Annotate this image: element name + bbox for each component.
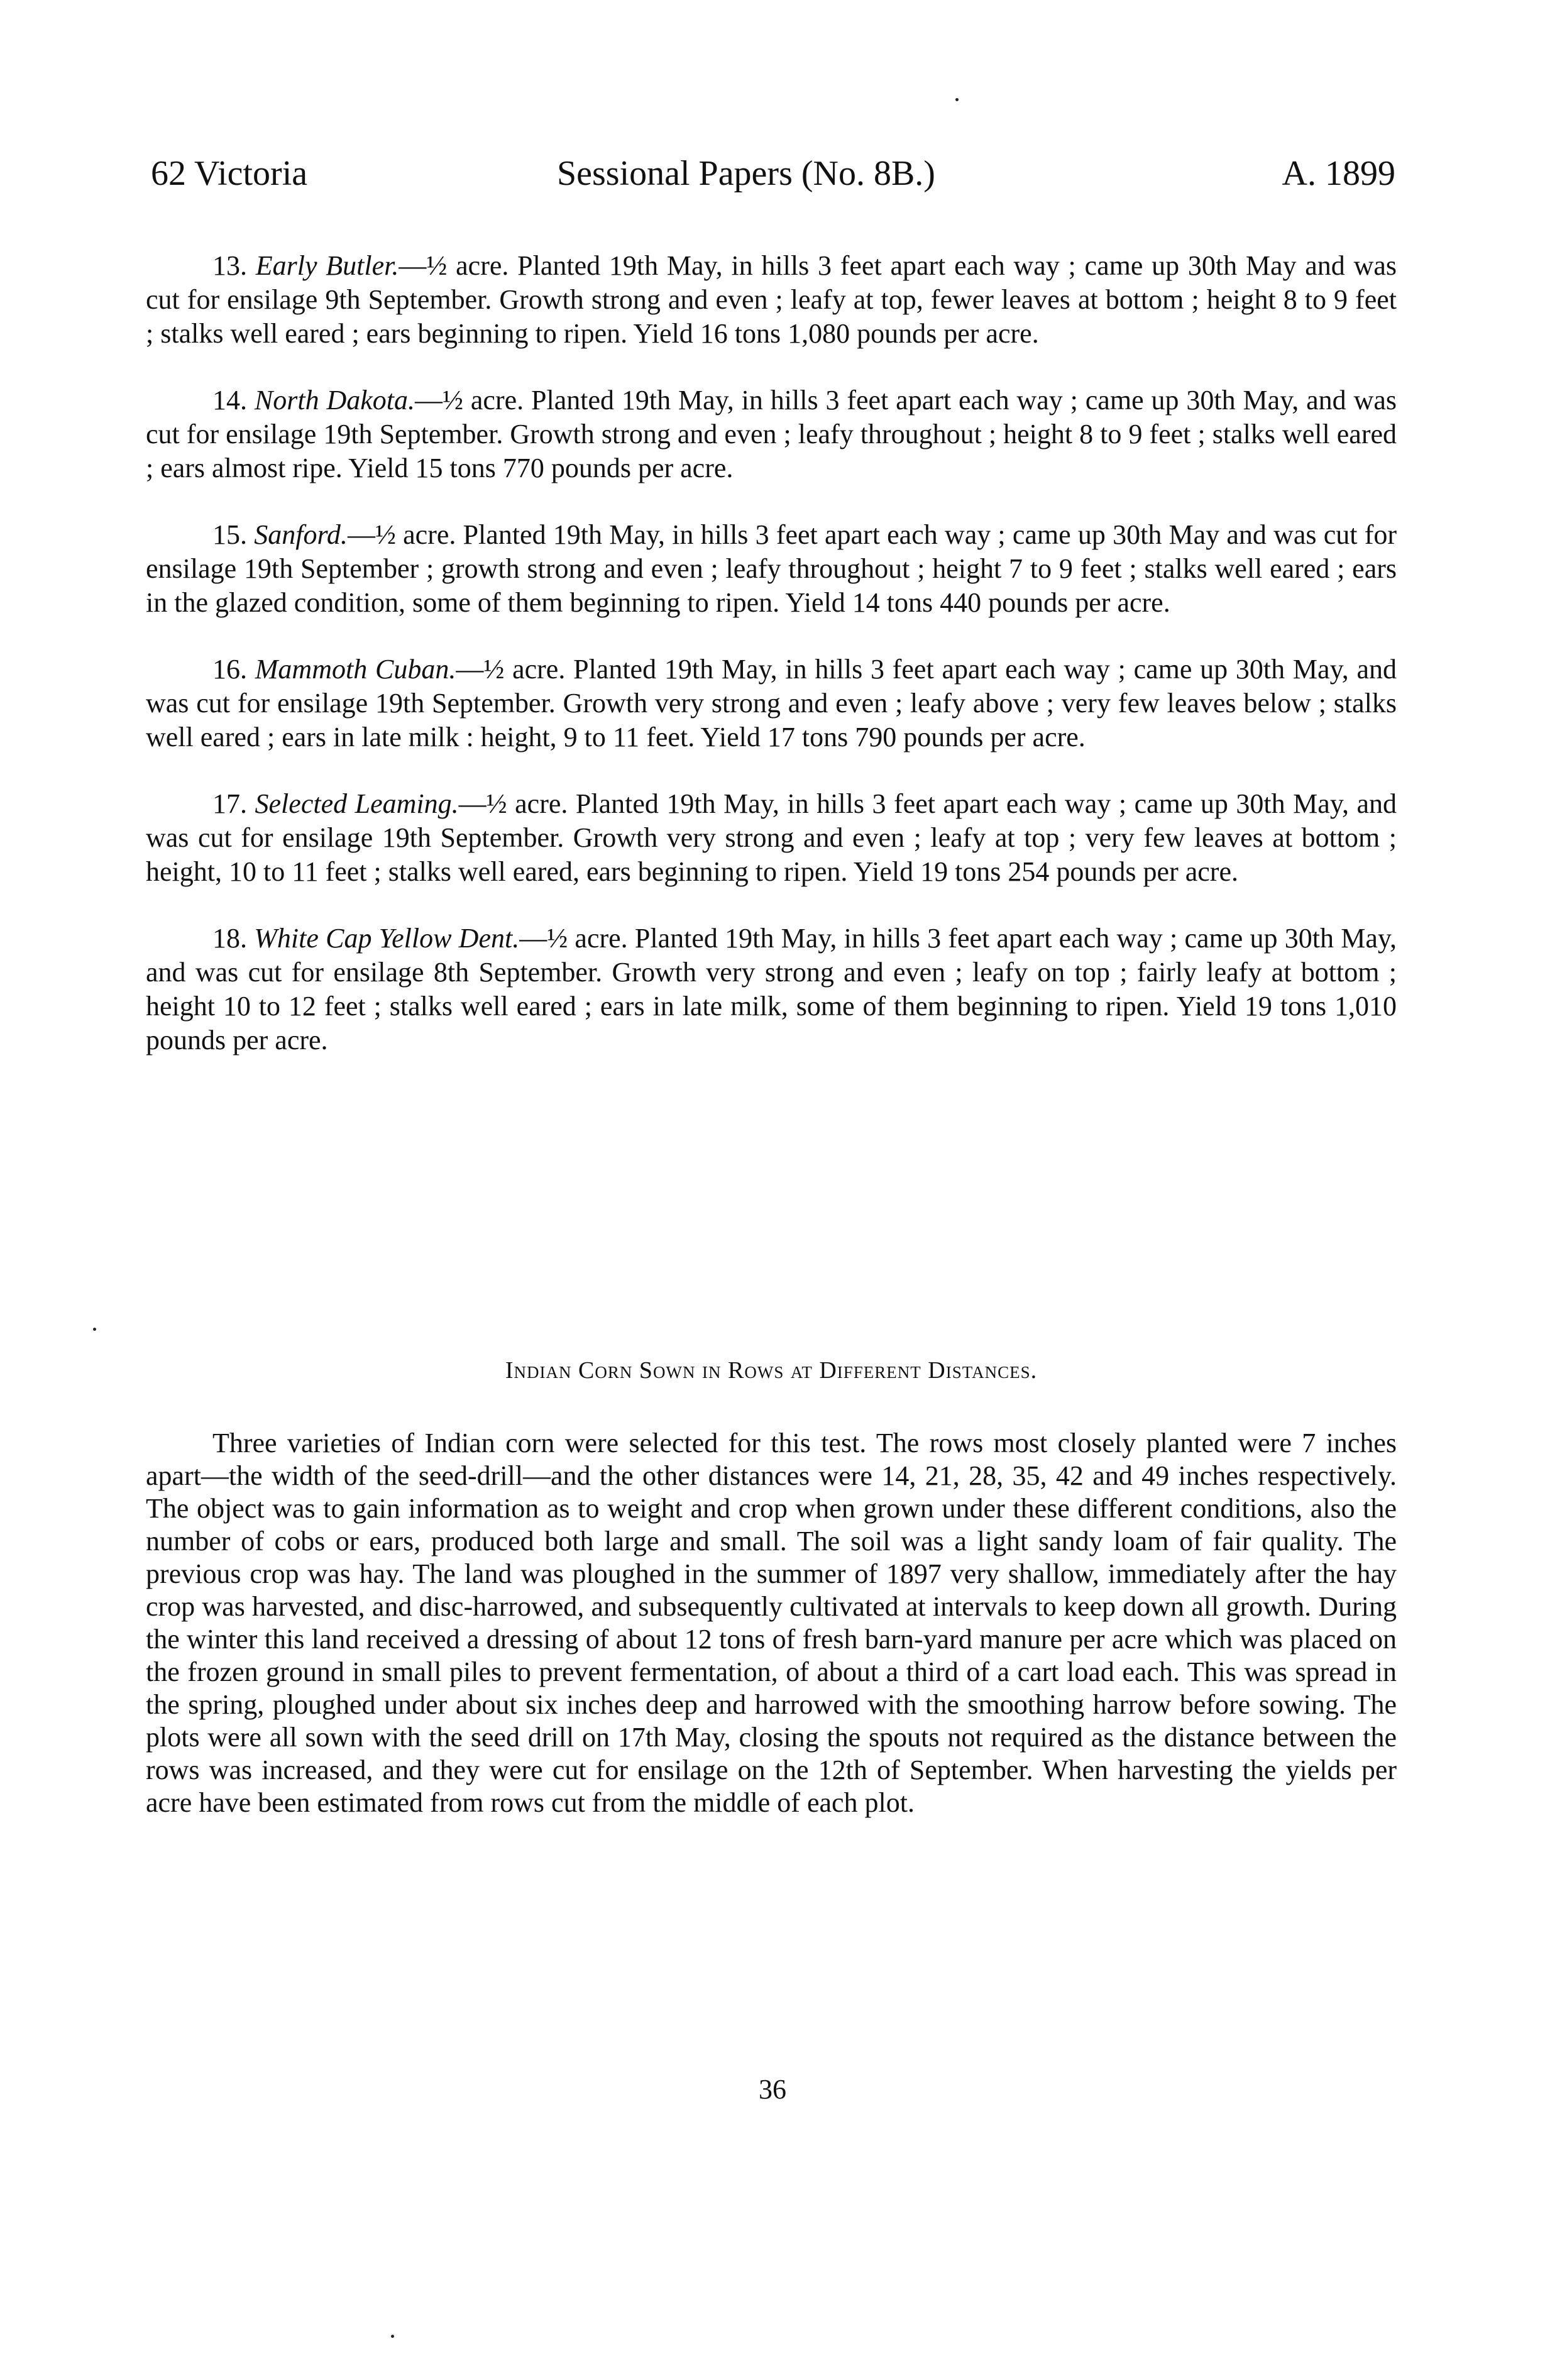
entry-number: 18.	[212, 923, 247, 954]
print-speck	[391, 2335, 394, 2338]
entry-text: —½ acre. Planted 19th May, in hills 3 feet apart each way ; came up 30th May and was cut for ensilage 9th September. Growth strong and even ; leafy at top, fewer leaves at bottom ; height 8 to 9 feet ; stalks well eared ; ears beginning to ripen. Yield 16 tons 1,080 pounds per acre.	[146, 250, 1397, 349]
header-right: A. 1899	[1282, 154, 1395, 193]
entry-number: 13.	[212, 250, 247, 281]
variety-name: Mammoth Cuban.	[255, 654, 456, 685]
variety-name: White Cap Yellow Dent.	[254, 923, 520, 954]
entry-text: —½ acre. Planted 19th May, in hills 3 feet apart each way ; came up 30th May, and was cut for ensilage 8th September. Growth very strong and even ; leafy on top ; fairly leafy at bottom ; height 10 to 12 feet ; stalks well eared ; ears in late milk, some of them beginning to ripen. Yield 19 tons 1,010 pounds per acre.	[146, 923, 1397, 1055]
entry-text: —½ acre. Planted 19th May, in hills 3 feet apart each way ; came up 30th May, and was cut for ensilage 19th September. Growth very strong and even ; leafy above ; very few leaves below ; stalks well eared ; ears in late milk : height, 9 to 11 feet. Yield 17 tons 790 pounds per acre.	[146, 654, 1397, 752]
print-speck	[955, 98, 959, 101]
entry-15	[146, 518, 1397, 620]
variety-name: Selected Leaming.	[255, 788, 459, 819]
entry-number: 14.	[212, 385, 247, 416]
section-paragraph: Three varieties of Indian corn were selected for this test. The rows most closely planted were 7 inches apart—the width of the seed-drill—and the other distances were 14, 21, 28, 35, 42 and 49 inches respectively. The object was to gain information as to weight and crop when grown under these different conditions, also the number of cobs or ears, produced both large and small. The soil was a light sandy loam of fair quality. The previous crop was hay. The land was ploughed in the summer of 1897 very shallow, immediately after the hay crop was harvested, and disc-harrowed, and subsequently cultivated at intervals to keep down all growth. During the winter this land received a dressing of about 12 tons of fresh barn-yard manure per acre which was placed on the frozen ground in small piles to prevent fermentation, of about a third of a cart load each. This was spread in the spring, ploughed under about six inches deep and harrowed with the smoothing harrow before sowing. The plots were all sown with the seed drill on 17th May, closing the spouts not required as the distance between the rows was increased, and they were cut for ensilage on the 12th of September. When harvesting the yields per acre have been estimated from rows cut from the middle of each plot.	[146, 1428, 1397, 1818]
variety-name: Early Butler.	[255, 250, 399, 281]
entry-17	[146, 787, 1397, 889]
entry-13	[146, 249, 1397, 351]
page-number: 36	[759, 2074, 786, 2105]
entry-16	[146, 653, 1397, 754]
variety-name: North Dakota.	[254, 385, 415, 416]
header-left: 62 Victoria	[151, 154, 308, 193]
entry-number: 17.	[212, 788, 247, 819]
entry-number: 16.	[212, 654, 247, 685]
print-speck	[93, 1328, 96, 1331]
entry-18	[146, 922, 1397, 1057]
entry-14	[146, 383, 1397, 485]
header-center: Sessional Papers (No. 8B.)	[557, 154, 935, 193]
running-header	[151, 148, 1395, 199]
variety-entries	[146, 249, 1397, 1090]
entry-text: —½ acre. Planted 19th May, in hills 3 feet apart each way ; came up 30th May, and was cut for ensilage 19th September. Growth strong and even ; leafy throughout ; height 8 to 9 feet ; stalks well eared ; ears almost ripe. Yield 15 tons 770 pounds per acre.	[146, 385, 1397, 483]
section-heading: Indian Corn Sown in Rows at Different Distances.	[505, 1357, 1038, 1384]
entry-text: —½ acre. Planted 19th May, in hills 3 feet apart each way ; came up 30th May and was cut for ensilage 19th September ; growth strong and even ; leafy throughout ; height 7 to 9 feet ; stalks well eared ; ears in the glazed condition, some of them beginning to ripen. Yield 14 tons 440 pounds per acre.	[146, 519, 1397, 618]
entry-text: —½ acre. Planted 19th May, in hills 3 feet apart each way ; came up 30th May, and was cut for ensilage 19th September. Growth very strong and even ; leafy at top ; very few leaves at bottom ; height, 10 to 11 feet ; stalks well eared, ears beginning to ripen. Yield 19 tons 254 pounds per acre.	[146, 788, 1397, 887]
variety-name: Sanford.	[254, 519, 348, 550]
entry-number: 15.	[212, 519, 247, 550]
